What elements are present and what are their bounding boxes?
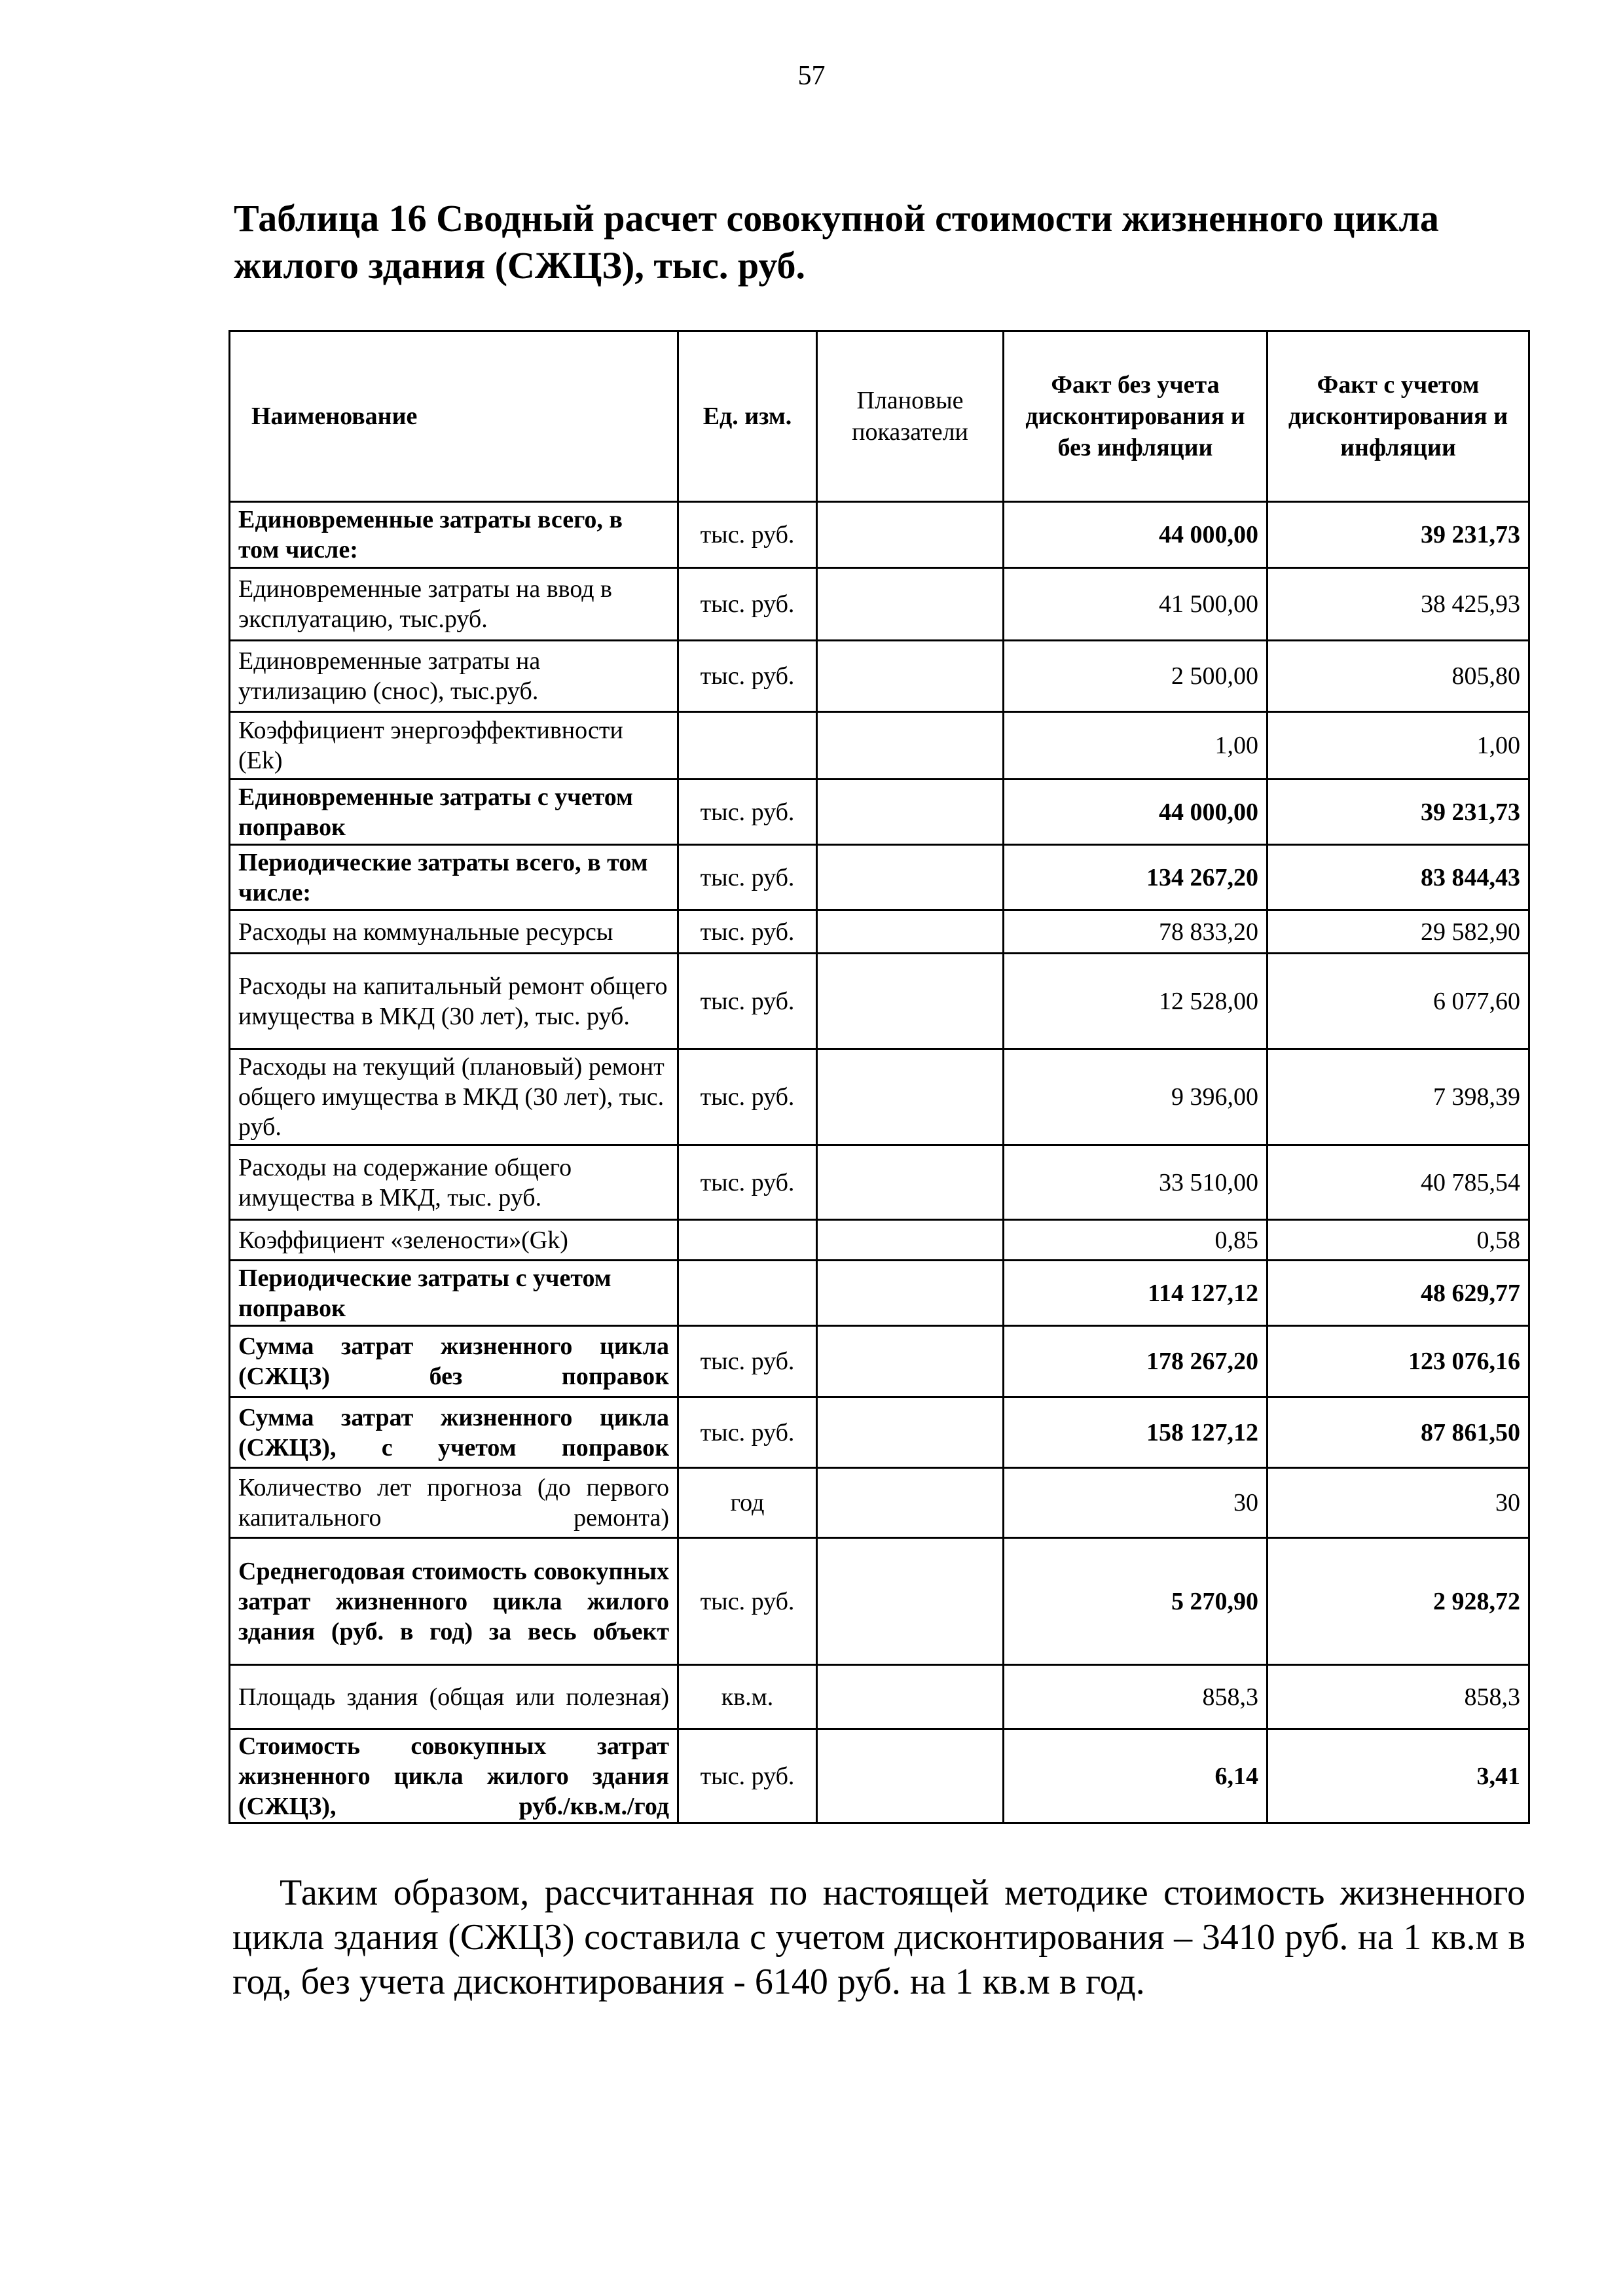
row-fact-no-discount: 12 528,00	[1004, 954, 1267, 1049]
row-name: Коэффициент «зелености»(Gk)	[230, 1220, 678, 1261]
row-plan	[817, 1665, 1004, 1729]
lifecycle-cost-table	[228, 330, 1530, 1824]
row-plan	[817, 712, 1004, 780]
row-plan	[817, 954, 1004, 1049]
row-unit: тыс. руб.	[678, 1729, 817, 1823]
row-fact-no-discount: 33 510,00	[1004, 1145, 1267, 1220]
row-fact-discount: 29 582,90	[1267, 910, 1529, 954]
row-plan	[817, 1538, 1004, 1665]
row-plan	[817, 1145, 1004, 1220]
row-fact-no-discount: 114 127,12	[1004, 1261, 1267, 1326]
header-fact-discount: Факт с учетом дисконтирования и инфляции	[1267, 331, 1529, 502]
table-row	[230, 1729, 1529, 1823]
row-unit: тыс. руб.	[678, 1538, 817, 1665]
row-name: Периодические затраты всего, в том числе:	[230, 845, 678, 910]
row-unit: тыс. руб.	[678, 954, 817, 1049]
row-fact-discount: 38 425,93	[1267, 568, 1529, 641]
row-name: Расходы на капитальный ремонт общего имущества в МКД (30 лет), тыс. руб.	[230, 954, 678, 1049]
row-plan	[817, 568, 1004, 641]
table-row	[230, 1468, 1529, 1538]
row-fact-discount: 6 077,60	[1267, 954, 1529, 1049]
row-plan	[817, 502, 1004, 568]
row-fact-no-discount: 858,3	[1004, 1665, 1267, 1729]
table-row	[230, 1665, 1529, 1729]
row-name: Расходы на коммунальные ресурсы	[230, 910, 678, 954]
row-name: Среднегодовая стоимость совокупных затрат жизненного цикла жилого здания (руб. в год) за весь объект	[230, 1538, 678, 1665]
row-plan	[817, 1326, 1004, 1397]
row-fact-discount: 83 844,43	[1267, 845, 1529, 910]
row-plan	[817, 1220, 1004, 1261]
header-plan: Плановые показатели	[817, 331, 1004, 502]
row-fact-no-discount: 41 500,00	[1004, 568, 1267, 641]
table-row	[230, 641, 1529, 712]
row-fact-discount: 2 928,72	[1267, 1538, 1529, 1665]
table-row	[230, 502, 1529, 568]
conclusion-paragraph: Таким образом, рассчитанная по настоящей методике стоимость жизненного цикла здания (СЖЦЗ) составила с учетом дисконтирования – 3410 руб. на 1 кв.м в год, без учета дисконтирования - 6140 руб. на 1 кв.м в год.	[232, 1873, 1525, 2002]
table-row	[230, 1326, 1529, 1397]
row-name: Стоимость совокупных затрат жизненного цикла жилого здания (СЖЦЗ), руб./кв.м./год	[230, 1729, 678, 1823]
table-row	[230, 712, 1529, 780]
row-fact-no-discount: 30	[1004, 1468, 1267, 1538]
row-fact-no-discount: 44 000,00	[1004, 502, 1267, 568]
row-unit: тыс. руб.	[678, 568, 817, 641]
row-name: Единовременные затраты на утилизацию (снос), тыс.руб.	[230, 641, 678, 712]
row-unit: тыс. руб.	[678, 1397, 817, 1468]
row-unit: тыс. руб.	[678, 910, 817, 954]
row-fact-discount: 30	[1267, 1468, 1529, 1538]
row-name: Количество лет прогноза (до первого капитального ремонта)	[230, 1468, 678, 1538]
row-plan	[817, 641, 1004, 712]
row-fact-discount: 39 231,73	[1267, 502, 1529, 568]
row-fact-discount: 0,58	[1267, 1220, 1529, 1261]
row-unit: тыс. руб.	[678, 1049, 817, 1145]
row-unit: тыс. руб.	[678, 641, 817, 712]
row-unit: тыс. руб.	[678, 845, 817, 910]
row-fact-no-discount: 78 833,20	[1004, 910, 1267, 954]
row-plan	[817, 845, 1004, 910]
row-fact-no-discount: 0,85	[1004, 1220, 1267, 1261]
table-row	[230, 845, 1529, 910]
row-fact-discount: 39 231,73	[1267, 780, 1529, 845]
row-unit: тыс. руб.	[678, 1145, 817, 1220]
row-fact-no-discount: 9 396,00	[1004, 1049, 1267, 1145]
table-row	[230, 1538, 1529, 1665]
row-fact-no-discount: 5 270,90	[1004, 1538, 1267, 1665]
row-fact-discount: 1,00	[1267, 712, 1529, 780]
table-row	[230, 1220, 1529, 1261]
row-unit: тыс. руб.	[678, 780, 817, 845]
header-unit: Ед. изм.	[678, 331, 817, 502]
table-title: Таблица 16 Сводный расчет совокупной стоимости жизненного цикла жилого здания (СЖЦЗ), тыс. руб.	[234, 197, 1439, 287]
header-fact-no-discount: Факт без учета дисконтирования и без инфляции	[1004, 331, 1267, 502]
row-plan	[817, 1729, 1004, 1823]
row-fact-no-discount: 158 127,12	[1004, 1397, 1267, 1468]
row-unit: тыс. руб.	[678, 502, 817, 568]
row-name: Сумма затрат жизненного цикла (СЖЦЗ), с учетом поправок	[230, 1397, 678, 1468]
table-row	[230, 1397, 1529, 1468]
row-name: Единовременные затраты с учетом поправок	[230, 780, 678, 845]
table-header-row	[230, 331, 1529, 502]
row-name: Единовременные затраты на ввод в эксплуатацию, тыс.руб.	[230, 568, 678, 641]
row-unit	[678, 1220, 817, 1261]
row-name: Сумма затрат жизненного цикла (СЖЦЗ) без поправок	[230, 1326, 678, 1397]
row-unit	[678, 712, 817, 780]
row-name: Коэффициент энергоэффективности (Ek)	[230, 712, 678, 780]
table-row	[230, 954, 1529, 1049]
page-number: 57	[797, 61, 826, 91]
row-fact-discount: 805,80	[1267, 641, 1529, 712]
table-row	[230, 1145, 1529, 1220]
header-name: Наименование	[230, 331, 678, 502]
row-name: Расходы на содержание общего имущества в МКД, тыс. руб.	[230, 1145, 678, 1220]
row-fact-discount: 40 785,54	[1267, 1145, 1529, 1220]
row-unit: кв.м.	[678, 1665, 817, 1729]
row-name: Площадь здания (общая или полезная)	[230, 1665, 678, 1729]
row-fact-discount: 87 861,50	[1267, 1397, 1529, 1468]
row-unit: год	[678, 1468, 817, 1538]
row-fact-no-discount: 2 500,00	[1004, 641, 1267, 712]
table-row	[230, 1049, 1529, 1145]
row-fact-no-discount: 134 267,20	[1004, 845, 1267, 910]
table-row	[230, 568, 1529, 641]
row-plan	[817, 780, 1004, 845]
row-unit	[678, 1261, 817, 1326]
row-name: Расходы на текущий (плановый) ремонт общего имущества в МКД (30 лет), тыс. руб.	[230, 1049, 678, 1145]
row-fact-no-discount: 178 267,20	[1004, 1326, 1267, 1397]
row-fact-no-discount: 44 000,00	[1004, 780, 1267, 845]
row-fact-no-discount: 1,00	[1004, 712, 1267, 780]
table-row	[230, 1261, 1529, 1326]
row-plan	[817, 1049, 1004, 1145]
table-row	[230, 910, 1529, 954]
row-plan	[817, 1468, 1004, 1538]
row-fact-discount: 7 398,39	[1267, 1049, 1529, 1145]
row-fact-discount: 123 076,16	[1267, 1326, 1529, 1397]
row-plan	[817, 1261, 1004, 1326]
row-fact-discount: 3,41	[1267, 1729, 1529, 1823]
row-fact-discount: 48 629,77	[1267, 1261, 1529, 1326]
row-plan	[817, 910, 1004, 954]
row-unit: тыс. руб.	[678, 1326, 817, 1397]
row-fact-no-discount: 6,14	[1004, 1729, 1267, 1823]
row-name: Единовременные затраты всего, в том числе:	[230, 502, 678, 568]
row-fact-discount: 858,3	[1267, 1665, 1529, 1729]
row-name: Периодические затраты с учетом поправок	[230, 1261, 678, 1326]
row-plan	[817, 1397, 1004, 1468]
table-row	[230, 780, 1529, 845]
